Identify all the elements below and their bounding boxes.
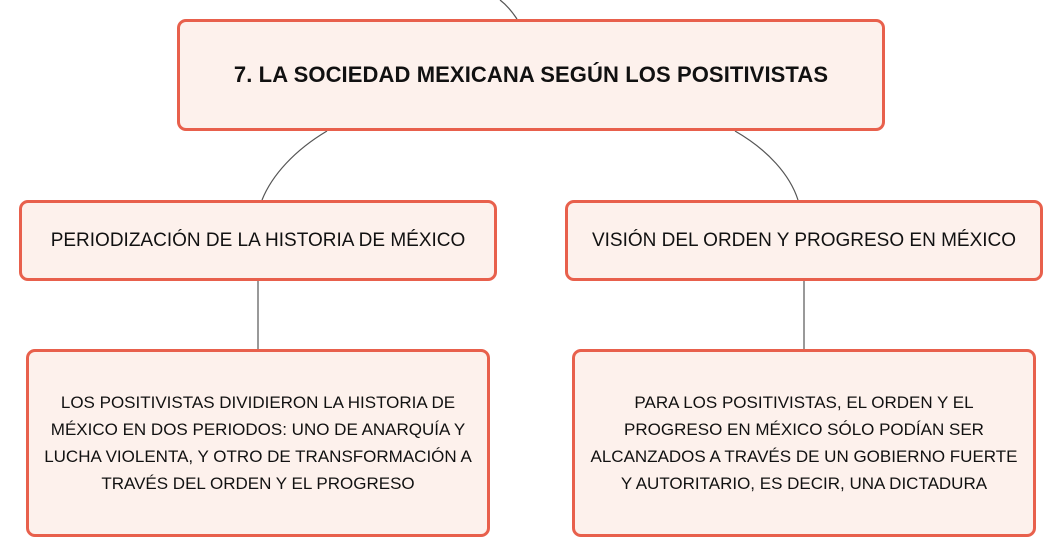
detail-node-text: LOS POSITIVISTAS DIVIDIERON LA HISTORIA DE MÉXICO EN DOS PERIODOS: UNO DE ANARQUÍA Y LUCHA VIOLENTA, Y OTRO DE TRANSFORMACIÓN A TRAVÉS DEL ORDEN Y EL PROGRESO	[44, 393, 472, 493]
connector-parent-to-root	[500, 0, 517, 19]
connector-root-to-left-branch	[262, 131, 327, 200]
branch-node-label: VISIÓN DEL ORDEN Y PROGRESO EN MÉXICO	[591, 229, 1017, 251]
root-node[interactable]	[177, 19, 885, 131]
detail-node-text: PARA LOS POSITIVISTAS, EL ORDEN Y EL PROGRESO EN MÉXICO SÓLO PODÍAN SER ALCANZADOS A TRAVÉS DE UN GOBIERNO FUERTE Y AUTORITARIO, ES DECIR, UNA DICTADURA	[590, 393, 1018, 493]
branch-node-order-progress[interactable]	[565, 200, 1043, 281]
branch-node-label: PERIODIZACIÓN DE LA HISTORIA DE MÉXICO	[50, 229, 466, 251]
branch-node-periodization[interactable]	[19, 200, 497, 281]
connector-root-to-right-branch	[735, 131, 798, 200]
detail-node-periodization[interactable]	[26, 349, 490, 537]
detail-node-order-progress[interactable]	[572, 349, 1036, 537]
root-node-label: 7. LA SOCIEDAD MEXICANA SEGÚN LOS POSITIVISTAS	[233, 62, 829, 87]
